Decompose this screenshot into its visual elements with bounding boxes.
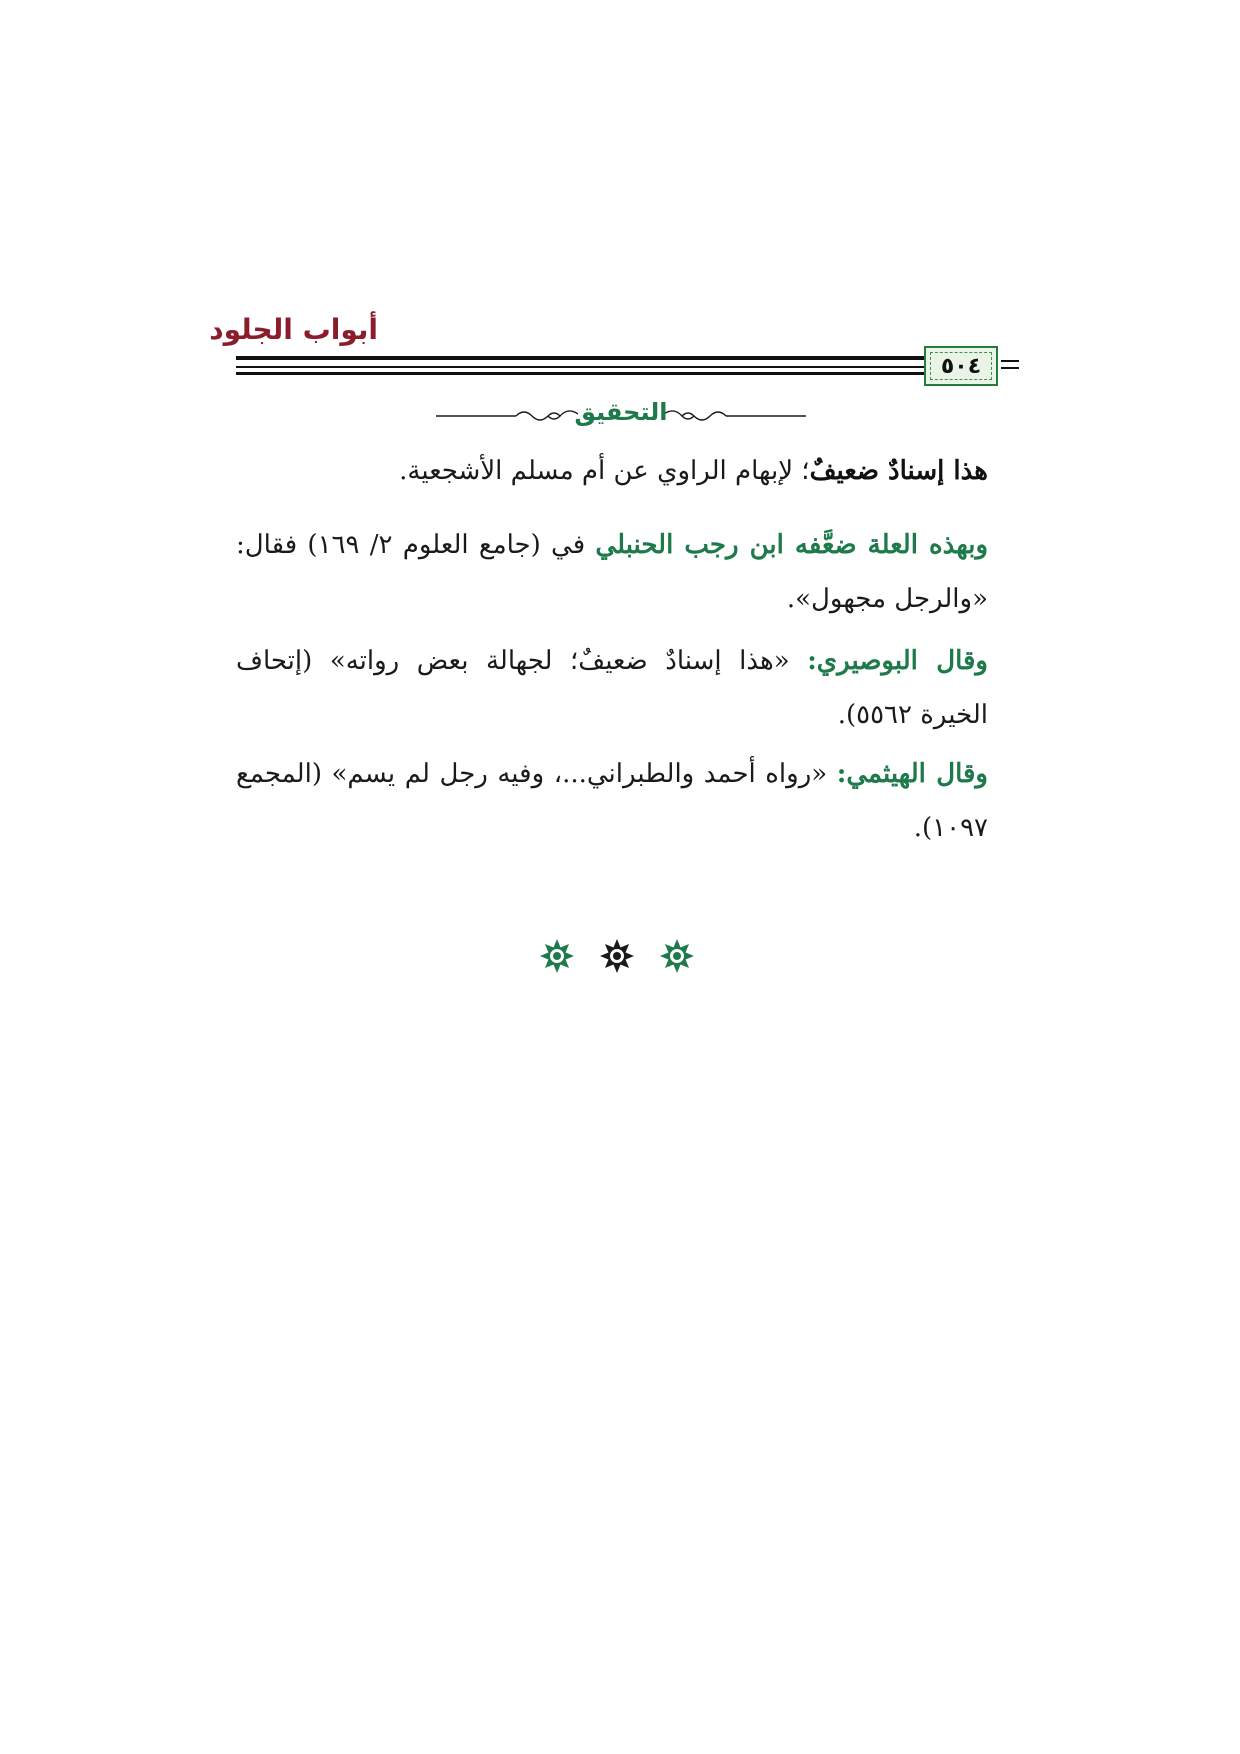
header-rule bbox=[236, 366, 988, 368]
paragraph-text: ؛ لإبهام الراوي عن أم مسلم الأشجعية. bbox=[399, 456, 810, 486]
header-rule-tail bbox=[1001, 360, 1019, 362]
paragraph-text: في (جامع العلوم ٢/ ١٦٩) فقال: «والرجل مجهول». bbox=[236, 530, 988, 614]
paragraph-text: «رواه أحمد والطبراني...، وفيه رجل لم يسم» (المجمع ١٠٩٧). bbox=[236, 759, 988, 843]
paragraph-lead: وقال الهيثمي: bbox=[836, 759, 988, 789]
header-rule bbox=[236, 356, 988, 360]
page-number-badge bbox=[924, 346, 998, 386]
paragraph-4 bbox=[236, 747, 988, 855]
paragraph-2 bbox=[236, 518, 988, 626]
paragraph-3 bbox=[236, 634, 988, 742]
end-ornaments bbox=[537, 936, 697, 976]
paragraph-lead: وبهذه العلة ضعَّفه ابن رجب الحنبلي bbox=[595, 530, 989, 560]
star-flower-icon bbox=[593, 936, 641, 976]
paragraph-1 bbox=[236, 444, 988, 498]
header-rule-tail bbox=[1001, 367, 1019, 369]
star-flower-icon bbox=[653, 936, 697, 976]
star-flower-icon bbox=[537, 936, 581, 976]
book-title: أبواب الجلود bbox=[209, 313, 378, 346]
paragraph-lead: هذا إسنادٌ ضعيفٌ bbox=[809, 456, 988, 486]
page-number: ٥٠٤ bbox=[940, 353, 982, 379]
section-heading-label: التحقيق bbox=[574, 398, 668, 426]
section-heading bbox=[436, 398, 806, 432]
paragraph-lead: وقال البوصيري: bbox=[807, 646, 988, 676]
header-rule bbox=[236, 372, 988, 375]
paragraph-text: «هذا إسنادٌ ضعيفٌ؛ لجهالة بعض رواته» (إتحاف الخيرة ٥٥٦٢). bbox=[236, 646, 988, 730]
